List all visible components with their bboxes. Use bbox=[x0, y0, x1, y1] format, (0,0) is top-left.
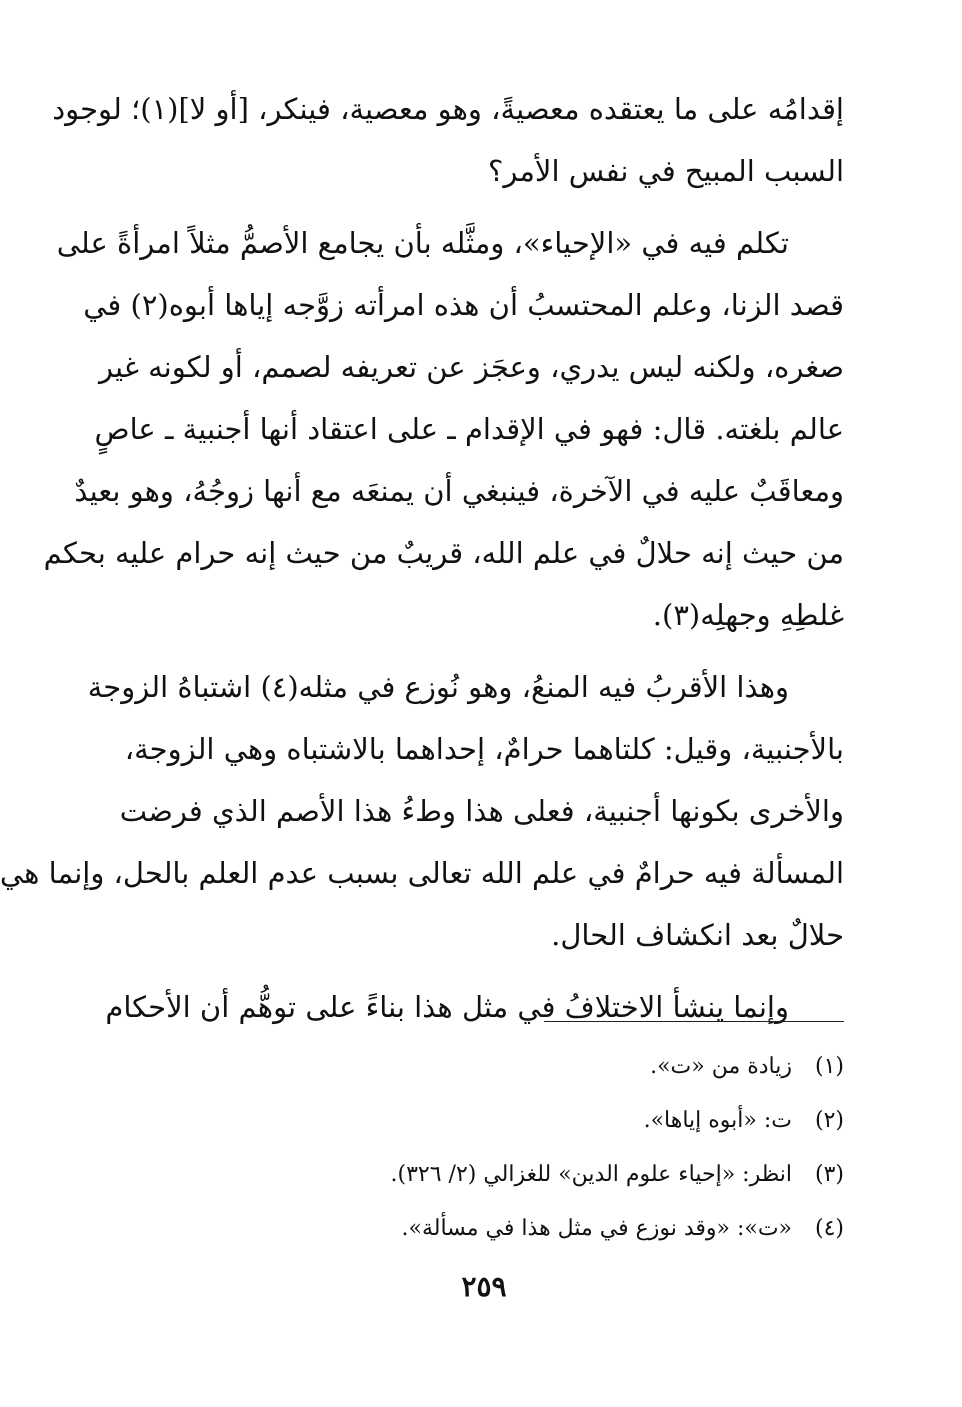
footnote bbox=[138, 1040, 844, 1094]
text-line: عالم بلغته. قال: فهو في الإقدام ـ على اعتقاد أنها أجنبية ـ عاصٍ bbox=[94, 412, 844, 446]
paragraph-gap bbox=[138, 202, 844, 212]
footnote-text: زيادة من «ت». bbox=[650, 1054, 792, 1079]
footnote-number: (٤) bbox=[814, 1216, 844, 1241]
text-line: والأخرى بكونها أجنبية، فعلى هذا وطءُ هذا الأصم الذي فرضت bbox=[119, 794, 844, 828]
footnotes bbox=[138, 1040, 844, 1256]
text-line: صغره، ولكنه ليس يدري، وعجَز عن تعريفه لصمم، أو لكونه غير bbox=[98, 350, 844, 384]
text-line: وإنما ينشأ الاختلافُ في مثل هذا بناءً على توهُّم أن الأحكام bbox=[105, 990, 789, 1024]
footnote-text: «ت»: «وقد نوزع في مثل هذا في مسألة». bbox=[401, 1216, 792, 1241]
text-line: تكلم فيه في «الإحياء»، ومثَّله بأن يجامع الأصمُّ مثلاً امرأةً على bbox=[56, 226, 789, 260]
text-line: إقدامُه على ما يعتقده معصيةً، وهو معصية، فينكر، [أو لا](١)؛ لوجود bbox=[52, 92, 844, 126]
text-line: السبب المبيح في نفس الأمر؟ bbox=[487, 154, 844, 188]
footnote-number: (١) bbox=[814, 1054, 844, 1079]
footnote-number: (٣) bbox=[814, 1162, 844, 1187]
text-line: حلالٌ بعد انكشاف الحال. bbox=[551, 918, 844, 952]
footnote bbox=[138, 1202, 844, 1256]
text-line: المسألة فيه حرامٌ في علم الله تعالى بسبب عدم العلم بالحل، وإنما هي bbox=[0, 856, 844, 890]
footnote-number: (٢) bbox=[814, 1108, 844, 1133]
footnote bbox=[138, 1148, 844, 1202]
text-line: غلطِهِ وجهلِه(٣). bbox=[652, 598, 844, 632]
paragraph-gap bbox=[138, 646, 844, 656]
text-line: ومعاقَبٌ عليه في الآخرة، فينبغي أن يمنعَه مع أنها زوجُهُ، وهو بعيدٌ bbox=[74, 474, 844, 508]
footnote-text: ت: «أبوه إياها». bbox=[643, 1108, 792, 1133]
page-number: ٢٥٩ bbox=[461, 1270, 507, 1303]
text-line: بالأجنبية، وقيل: كلتاهما حرامٌ، إحداهما بالاشتباه وهي الزوجة، bbox=[124, 732, 844, 766]
main-text bbox=[0, 78, 844, 1038]
footnote-separator bbox=[544, 1021, 844, 1022]
footnote bbox=[138, 1094, 844, 1148]
text-line: من حيث إنه حلالٌ في علم الله، قريبٌ من حيث إنه حرام عليه بحكم bbox=[43, 536, 844, 570]
text-line: قصد الزنا، وعلم المحتسبُ أن هذه امرأته زوَّجه إياها أبوه(٢) في bbox=[83, 288, 844, 322]
text-line: وهذا الأقربُ فيه المنعُ، وهو نُوزع في مثله(٤) اشتباهُ الزوجة bbox=[87, 670, 789, 704]
footnote-text: انظر: «إحياء علوم الدين» للغزالي (٢/ ٣٢٦). bbox=[390, 1162, 792, 1187]
paragraph-gap bbox=[138, 966, 844, 976]
